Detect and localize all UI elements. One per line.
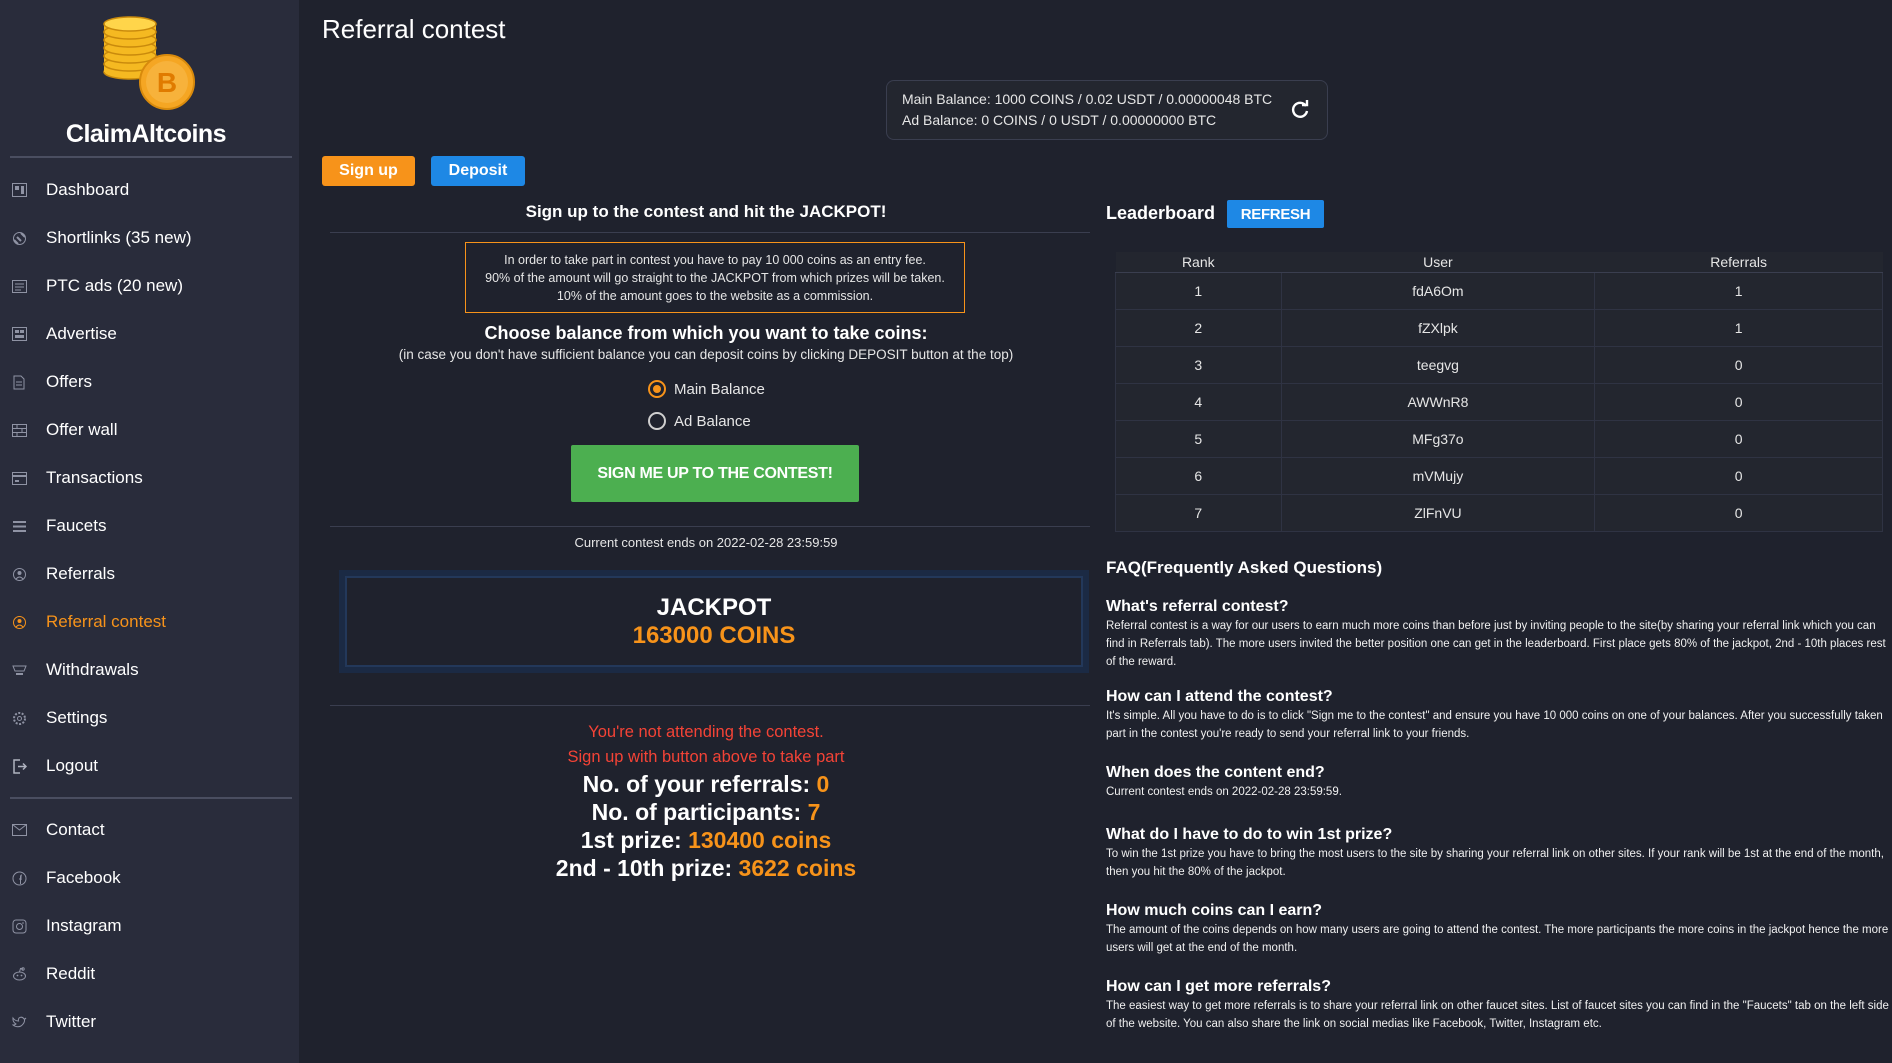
sidebar-item-label: Instagram — [46, 916, 122, 935]
faq-answer: It's simple. All you have to do is to click "Sign me to the contest" and ensure you have 10 000 coins on one of your balances. After you successfully taken part in the contest you're ready to send your referral link to your friends. — [1106, 710, 1883, 740]
rank-cell: 1 — [1116, 272, 1282, 309]
document-icon — [11, 374, 27, 390]
referrals-cell: 0 — [1595, 494, 1883, 531]
participants-stat — [322, 799, 1090, 826]
faq-question: What do I have to do to win 1st prize? — [1106, 826, 1393, 843]
choose-balance-hint: (in case you don't have sufficient balance you can deposit coins by clicking DEPOSIT button at the top) — [398, 347, 1014, 362]
sidebar-item-twitter[interactable] — [0, 998, 299, 1046]
sidebar-item-label: Offer wall — [46, 420, 118, 439]
jackpot-value: 163000 COINS — [632, 622, 796, 649]
sidebar-item-label: Twitter — [46, 1012, 97, 1031]
stat-label: 1st prize: — [580, 827, 689, 853]
sidebar-item-instagram[interactable] — [0, 902, 299, 950]
sidebar-item-offers[interactable] — [0, 358, 299, 406]
rank-cell: 4 — [1116, 383, 1282, 420]
sidebar-item-shortlinks[interactable] — [0, 214, 299, 262]
sidebar-item-logout[interactable] — [0, 742, 299, 790]
signup-contest-button[interactable]: SIGN ME UP TO THE CONTEST! — [571, 445, 859, 502]
twitter-icon — [11, 1014, 27, 1030]
sidebar-item-facebook[interactable] — [0, 854, 299, 902]
stat-value: 7 — [807, 799, 821, 825]
rank-cell: 7 — [1116, 494, 1282, 531]
faq-answer: The amount of the coins depends on how many users are going to attend the contest. The more participants the more coins in the jackpot hence the more users will get at the end of the month. — [1106, 924, 1889, 954]
table-row — [1116, 346, 1883, 383]
sidebar-item-label: Referrals — [46, 564, 115, 583]
faq-item — [1106, 764, 1892, 801]
jackpot-title: JACKPOT — [656, 594, 772, 621]
signup-hint: Sign up with button above to take part — [567, 748, 845, 766]
info-line: 90% of the amount will go straight to the JACKPOT from which prizes will be taken. — [485, 271, 945, 285]
referrals-cell: 0 — [1595, 457, 1883, 494]
user-cell: AWWnR8 — [1281, 383, 1595, 420]
rank-cell: 2 — [1116, 309, 1282, 346]
sidebar-item-dashboard[interactable] — [0, 166, 299, 214]
user-cell: ZlFnVU — [1281, 494, 1595, 531]
faq-question: When does the content end? — [1106, 764, 1325, 781]
balance-panel — [886, 80, 1328, 140]
first-prize-stat — [322, 827, 1090, 854]
column-header-rank: Rank — [1116, 252, 1282, 272]
leaderboard-table — [1115, 252, 1883, 532]
user-cell: fZXlpk — [1281, 309, 1595, 346]
sidebar-item-ptc-ads[interactable] — [0, 262, 299, 310]
user-cell: MFg37o — [1281, 420, 1595, 457]
dashboard-icon — [11, 182, 27, 198]
faq-item — [1106, 902, 1892, 957]
referrals-cell: 1 — [1595, 309, 1883, 346]
choose-balance-heading: Choose balance from which you want to take coins: — [484, 323, 928, 343]
faq-question: How can I get more referrals? — [1106, 978, 1331, 995]
signup-button[interactable]: Sign up — [322, 156, 415, 186]
deposit-button[interactable]: Deposit — [431, 156, 525, 186]
contest-end-date: Current contest ends on 2022-02-28 23:59:59 — [574, 535, 838, 550]
table-row — [1116, 494, 1883, 531]
instagram-icon — [11, 918, 27, 934]
sidebar-item-label: Logout — [46, 756, 98, 775]
wall-icon — [11, 422, 27, 438]
sidebar — [0, 0, 299, 1063]
sidebar-item-label: Facebook — [46, 868, 121, 887]
sidebar-item-label: Offers — [46, 372, 92, 391]
faq-answer: The easiest way to get more referrals is to share your referral link on other faucet sites. List of faucet sites you can find in the "Faucets" tab on the left side of the website. You can also share the link on social medias like Facebook, Twitter, Instagram etc. — [1106, 1000, 1889, 1030]
referrals-cell: 1 — [1595, 272, 1883, 309]
sidebar-item-transactions[interactable] — [0, 454, 299, 502]
stat-value: 3622 coins — [738, 855, 857, 881]
refresh-leaderboard-button[interactable]: REFRESH — [1227, 200, 1324, 228]
gear-icon — [11, 710, 27, 726]
faq-question: What's referral contest? — [1106, 598, 1289, 615]
sidebar-item-label: Shortlinks (35 new) — [46, 228, 192, 247]
faq-item — [1106, 598, 1892, 671]
radio-main-balance[interactable] — [648, 378, 765, 400]
logout-icon — [11, 758, 27, 774]
rank-cell: 6 — [1116, 457, 1282, 494]
sidebar-item-withdrawals[interactable] — [0, 646, 299, 694]
column-header-user: User — [1281, 252, 1595, 272]
radio-button[interactable] — [648, 380, 666, 398]
radio-ad-balance[interactable] — [648, 410, 751, 432]
jackpot-panel — [339, 570, 1089, 673]
table-row — [1116, 457, 1883, 494]
other-prize-stat — [322, 855, 1090, 882]
sidebar-item-label: Faucets — [46, 516, 107, 535]
main-balance: Main Balance: 1000 COINS / 0.02 USDT / 0.00000048 BTC — [902, 91, 1273, 107]
brand-name: ClaimAltcoins — [65, 120, 227, 148]
info-line: 10% of the amount goes to the website as a commission. — [556, 289, 874, 303]
sidebar-item-offer-wall[interactable] — [0, 406, 299, 454]
sidebar-item-label: Transactions — [46, 468, 143, 487]
referrals-cell: 0 — [1595, 383, 1883, 420]
sidebar-item-referral-contest[interactable] — [0, 598, 299, 646]
sidebar-item-contact[interactable] — [0, 806, 299, 854]
divider — [330, 526, 1090, 527]
sidebar-divider — [10, 156, 292, 158]
faq-title: FAQ(Frequently Asked Questions) — [1106, 558, 1383, 577]
user-cell: fdA6Om — [1281, 272, 1595, 309]
table-row — [1116, 309, 1883, 346]
ads-icon — [11, 278, 27, 294]
page-title: Referral contest — [322, 14, 506, 44]
link-icon — [11, 230, 27, 246]
table-row — [1116, 383, 1883, 420]
faq-question: How can I attend the contest? — [1106, 688, 1333, 705]
sidebar-item-label: Contact — [46, 820, 105, 839]
divider — [330, 705, 1090, 706]
logo[interactable] — [0, 8, 299, 148]
sidebar-item-advertise[interactable] — [0, 310, 299, 358]
column-header-referrals: Referrals — [1595, 252, 1883, 272]
reddit-icon — [11, 966, 27, 982]
radio-label: Ad Balance — [674, 412, 751, 430]
referrals-cell: 0 — [1595, 420, 1883, 457]
entry-fee-info — [465, 242, 965, 313]
sidebar-item-label: Referral contest — [46, 612, 166, 631]
sidebar-divider — [10, 797, 292, 799]
stat-label: 2nd - 10th prize: — [555, 855, 739, 881]
table-row — [1116, 272, 1883, 309]
faq-answer: To win the 1st prize you have to bring the most users to the site by sharing your referral link on other sites. If your rank will be 1st at the end of the month, then you hit the 80% of the jackpot. — [1106, 848, 1884, 878]
referrals-cell: 0 — [1595, 346, 1883, 383]
faucet-icon — [11, 518, 27, 534]
user-cell: teegvg — [1281, 346, 1595, 383]
leaderboard-title: Leaderboard — [1106, 203, 1216, 223]
signup-heading: Sign up to the contest and hit the JACKPOT! — [525, 202, 887, 221]
faq-answer: Current contest ends on 2022-02-28 23:59:59. — [1106, 786, 1342, 798]
facebook-icon — [11, 870, 27, 886]
rank-cell: 3 — [1116, 346, 1282, 383]
stat-value: 0 — [816, 771, 830, 797]
sidebar-item-settings[interactable] — [0, 694, 299, 742]
withdraw-icon — [11, 662, 27, 678]
sidebar-item-reddit[interactable] — [0, 950, 299, 998]
table-row — [1116, 420, 1883, 457]
stat-value: 130400 coins — [688, 827, 832, 853]
mail-icon — [11, 822, 27, 838]
info-line: In order to take part in contest you have to pay 10 000 coins as an entry fee. — [504, 253, 926, 267]
svg-text:B: B — [156, 67, 178, 98]
sidebar-item-label: Advertise — [46, 324, 117, 343]
sidebar-item-faucets[interactable] — [0, 502, 299, 550]
sidebar-item-label: Settings — [46, 708, 108, 727]
radio-label: Main Balance — [674, 380, 765, 398]
stat-label: No. of your referrals: — [582, 771, 817, 797]
faq-question: How much coins can I earn? — [1106, 902, 1323, 919]
refresh-icon[interactable] — [1289, 99, 1311, 121]
faq-item — [1106, 688, 1892, 743]
referrals-icon — [11, 566, 27, 582]
user-cell: mVMujy — [1281, 457, 1595, 494]
faq-item — [1106, 826, 1892, 881]
not-attending-notice: You're not attending the contest. — [588, 723, 824, 741]
divider — [330, 232, 1090, 233]
rank-cell: 5 — [1116, 420, 1282, 457]
sidebar-item-label: Withdrawals — [46, 660, 139, 679]
table-header-row — [1116, 252, 1883, 272]
contest-icon — [11, 614, 27, 630]
ad-balance: Ad Balance: 0 COINS / 0 USDT / 0.00000000 BTC — [902, 112, 1217, 128]
stat-label: No. of participants: — [591, 799, 808, 825]
radio-button[interactable] — [648, 412, 666, 430]
faq-answer: Referral contest is a way for our users to earn much more coins than before just by inviting people to the site(by sharing your referral link which you can find in Referrals tab). The more users invited the better position one can get in the leaderboard. First place gets 80% of the jackpot, 2nd - 10th places rest of the reward. — [1106, 620, 1886, 668]
faq-item — [1106, 978, 1892, 1033]
megaphone-icon — [11, 326, 27, 342]
sidebar-item-referrals[interactable] — [0, 550, 299, 598]
sidebar-item-label: Reddit — [46, 964, 96, 983]
transactions-icon — [11, 470, 27, 486]
your-referrals-stat — [322, 771, 1090, 798]
sidebar-item-label: Dashboard — [46, 180, 130, 199]
sidebar-item-label: PTC ads (20 new) — [46, 276, 183, 295]
coins-logo-icon — [95, 12, 205, 112]
